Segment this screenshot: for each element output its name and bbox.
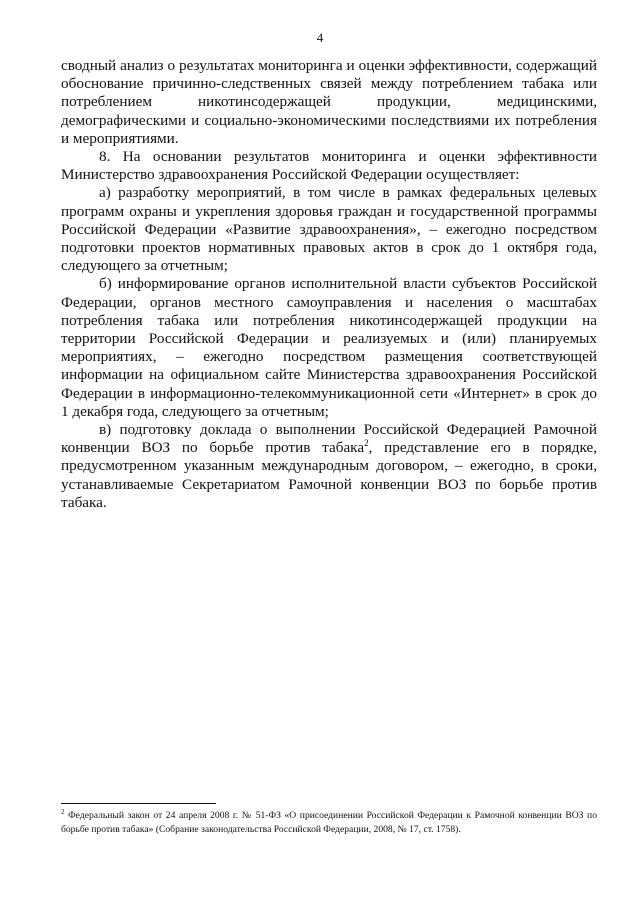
document-body xyxy=(61,57,597,512)
paragraph-item-8c xyxy=(61,421,597,512)
footnote xyxy=(61,809,597,837)
paragraph-item-8c-text-start: в) подготовку доклада о выполнении Российской Федерацией Рамочной конвенции ВОЗ по борьбе против табака xyxy=(61,421,597,457)
paragraph-item-8a: а) разработку мероприятий, в том числе в рамках федеральных целевых программ охраны и укрепления здоровья граждан и государственной программы Российской Федерации «Развитие здравоохранения», – ежегодно посредством подготовки проектов нормативных правовых актов в срок до 1 октября года, следующего за отчетным; xyxy=(61,184,597,275)
paragraph-item-8: 8. На основании результатов мониторинга и оценки эффективности Министерство здравоохранения Российской Федерации осуществляет: xyxy=(61,148,597,184)
footnote-mark: 2 xyxy=(61,807,65,816)
page-number: 4 xyxy=(316,30,324,45)
paragraph-item-8c-text-end: , представление его в порядке, предусмотренном указанным международным договором, – ежегодно, в сроки, устанавливаемые Секретариатом Рамочной конвенции ВОЗ по борьбе против табака. xyxy=(61,439,597,511)
footnote-text: Федеральный закон от 24 апреля 2008 г. № 51-ФЗ «О присоединении Российской Федерации к Рамочной конвенции ВОЗ по борьбе против табака» (Собрание законодательства Российской Федерации, 2008, № 17, ст. 1758). xyxy=(61,810,597,835)
footnote-reference-mark: 2 xyxy=(364,438,369,449)
footnote-separator xyxy=(61,803,216,804)
paragraph-analysis-continuation: сводный анализ о результатах мониторинга и оценки эффективности, содержащий обоснование причинно-следственных связей между потреблением табака или потреблением никотинсодержащей продукции, медицинскими, демографическими и социально-экономическими последствиями их потребления и мероприятиями. xyxy=(61,57,597,147)
paragraph-item-8b: б) информирование органов исполнительной власти субъектов Российской Федерации, органов местного самоуправления и населения о масштабах потребления табака или потребления никотинсодержащей продукции на территории Российской Федерации и реализуемых и (или) планируемых мероприятиях, – ежегодно посредством размещения соответствующей информации на официальном сайте Министерства здравоохранения Российской Федерации в информационно-телекоммуникационной сети «Интернет» в срок до 1 декабря года, следующего за отчетным; xyxy=(61,275,597,420)
